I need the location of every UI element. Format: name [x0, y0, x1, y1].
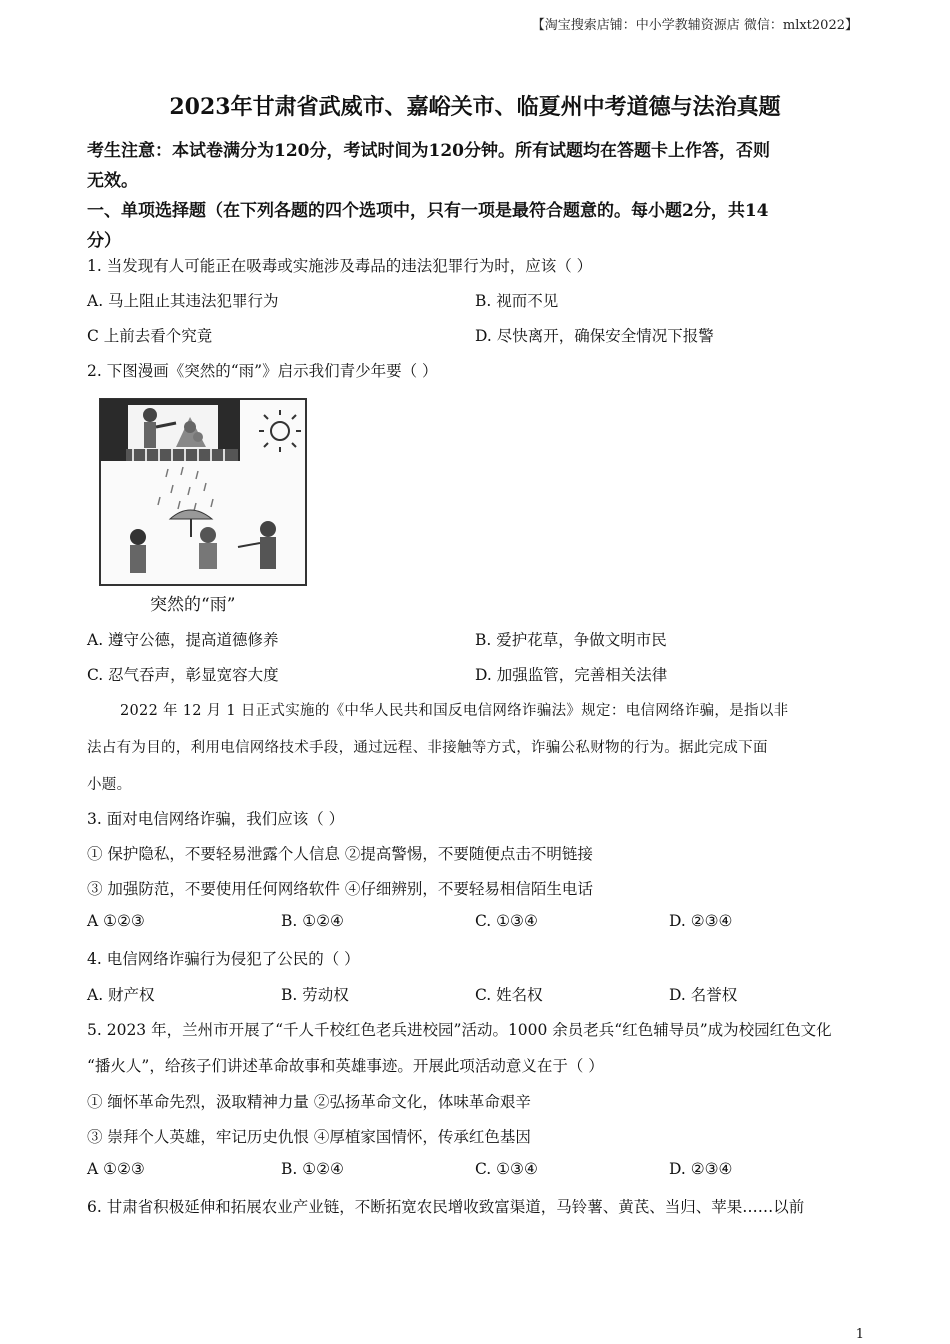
- q5-statements-1: ① 缅怀革命先烈，汲取精神力量 ②弘扬革命文化，体味革命艰辛: [87, 1093, 531, 1111]
- q1-option-a: A. 马上阻止其违法犯罪行为: [87, 292, 279, 310]
- comic-caption: 突然的“雨”: [150, 595, 236, 615]
- q4-option-a: A. 财产权: [87, 986, 155, 1004]
- q2-option-c: C. 忍气吞声，彰显宽容大度: [87, 666, 279, 684]
- notice-line-2: 无效。: [87, 171, 138, 191]
- q2-option-d: D. 加强监管，完善相关法律: [475, 666, 668, 684]
- q3-statements-1: ① 保护隐私，不要轻易泄露个人信息 ②提高警惕，不要随便点击不明链接: [87, 845, 593, 863]
- q3-option-b: B. ①②④: [281, 912, 344, 930]
- q5-option-d: D. ②③④: [669, 1160, 733, 1178]
- q1-option-d: D. 尽快离开，确保安全情况下报警: [475, 327, 714, 345]
- passage-line-1: 2022 年 12 月 1 日正式实施的《中华人民共和国反电信网络诈骗法》规定：电信网络诈骗，是指以非: [120, 703, 789, 719]
- page-number: 1: [855, 1327, 864, 1342]
- q4-option-b: B. 劳动权: [281, 986, 349, 1004]
- q3-stem: 3. 面对电信网络诈骗，我们应该（ ）: [87, 810, 345, 828]
- q5-option-c: C. ①③④: [475, 1160, 538, 1178]
- q1-stem: 1. 当发现有人可能正在吸毒或实施涉及毒品的违法犯罪行为时，应该（ ）: [87, 257, 593, 275]
- q3-option-a: A ①②③: [87, 912, 145, 930]
- q5-stem-2: “播火人”，给孩子们讲述革命故事和英雄事迹。开展此项活动意义在于（ ）: [87, 1057, 604, 1075]
- q5-statements-2: ③ 崇拜个人英雄，牢记历史仇恨 ④厚植家国情怀，传承红色基因: [87, 1128, 531, 1146]
- section-heading-line-2: 分）: [87, 231, 121, 251]
- comic-illustration: [98, 397, 308, 587]
- header-note: 【淘宝搜索店铺：中小学教辅资源店 微信：mlxt2022】: [531, 18, 858, 33]
- q2-option-a: A. 遵守公德，提高道德修养: [87, 631, 279, 649]
- q5-option-b: B. ①②④: [281, 1160, 344, 1178]
- q1-option-b: B. 视而不见: [475, 292, 559, 310]
- q3-option-d: D. ②③④: [669, 912, 733, 930]
- q3-option-c: C. ①③④: [475, 912, 538, 930]
- q5-option-a: A ①②③: [87, 1160, 145, 1178]
- q3-statements-2: ③ 加强防范，不要使用任何网络软件 ④仔细辨别，不要轻易相信陌生电话: [87, 880, 593, 898]
- section-heading-line-1: 一、单项选择题（在下列各题的四个选项中，只有一项是最符合题意的。每小题2分，共14: [87, 201, 769, 221]
- q4-stem: 4. 电信网络诈骗行为侵犯了公民的（ ）: [87, 950, 360, 968]
- passage-line-3: 小题。: [87, 777, 132, 793]
- notice-line-1: 考生注意：本试卷满分为120分，考试时间为120分钟。所有试题均在答题卡上作答，否则: [87, 141, 770, 161]
- q2-option-b: B. 爱护花草，争做文明市民: [475, 631, 667, 649]
- q1-option-c: C 上前去看个究竟: [87, 327, 213, 345]
- q4-option-c: C. 姓名权: [475, 986, 543, 1004]
- page-title: 2023年甘肃省武威市、嘉峪关市、临夏州中考道德与法治真题: [169, 94, 781, 120]
- q5-stem-1: 5. 2023 年，兰州市开展了“千人千校红色老兵进校园”活动。1000 余员老兵“红色辅导员”成为校园红色文化: [87, 1021, 832, 1039]
- q6-stem: 6. 甘肃省积极延伸和拓展农业产业链，不断拓宽农民增收致富渠道，马铃薯、黄芪、当归、苹果……以前: [87, 1198, 805, 1216]
- q4-option-d: D. 名誉权: [669, 986, 738, 1004]
- q2-stem: 2. 下图漫画《突然的“雨”》启示我们青少年要（ ）: [87, 362, 438, 380]
- passage-line-2: 法占有为目的，利用电信网络技术手段，通过远程、非接触等方式，诈骗公私财物的行为。据此完成下面: [87, 740, 768, 756]
